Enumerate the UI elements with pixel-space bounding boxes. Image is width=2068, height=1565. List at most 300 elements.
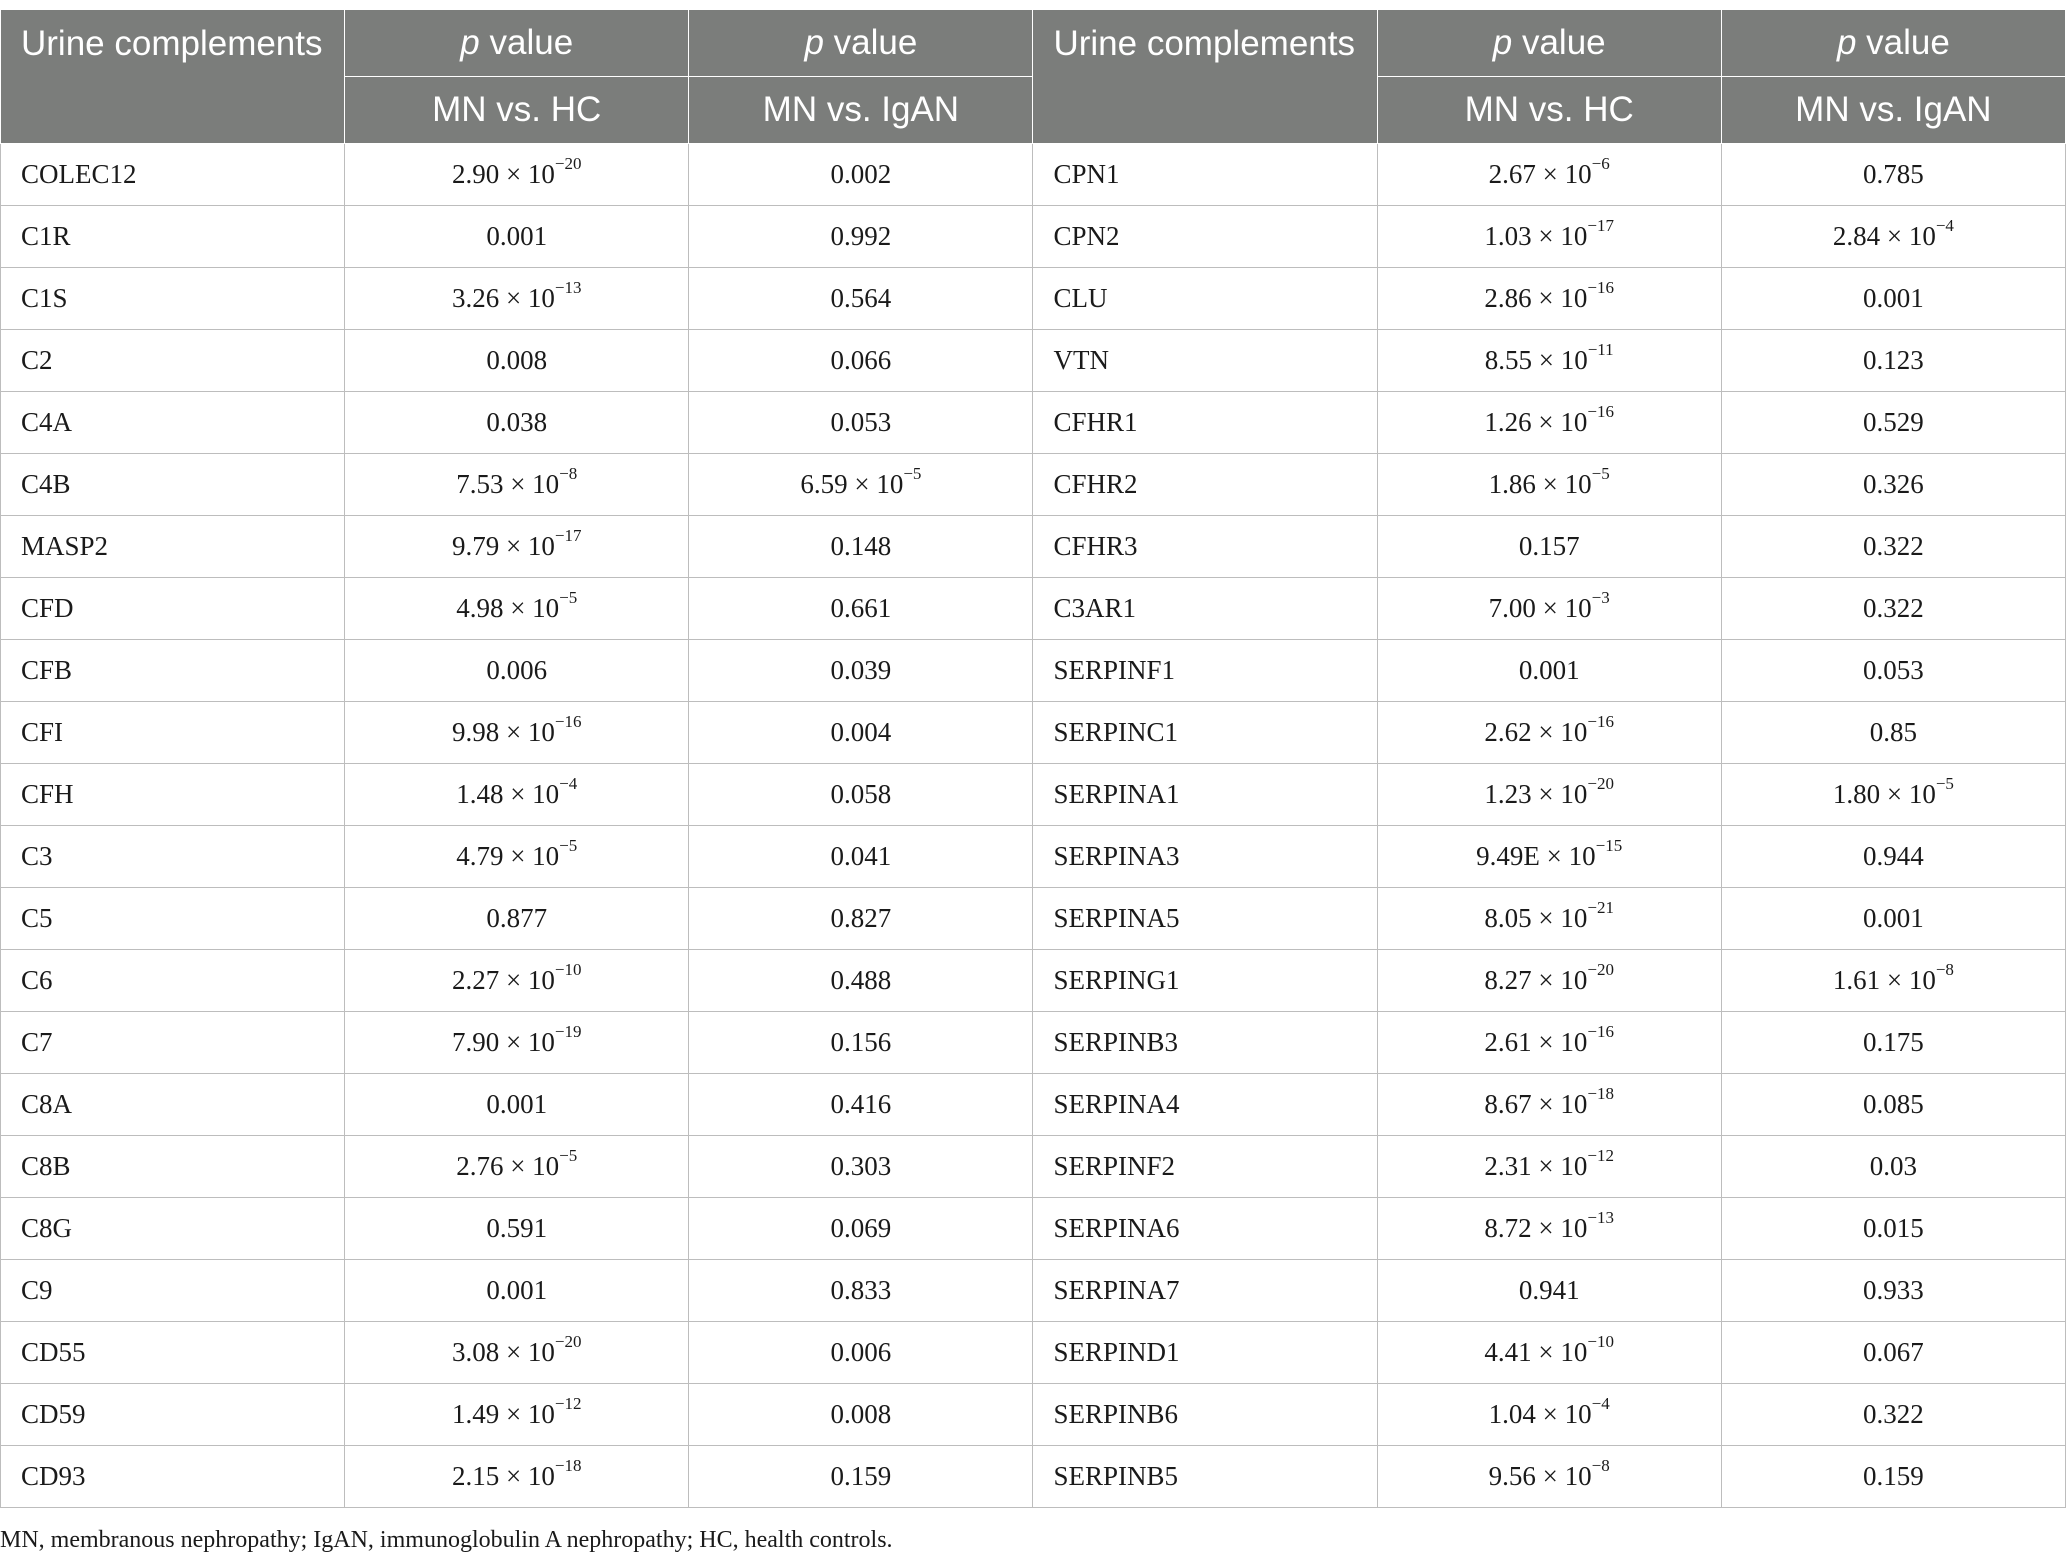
p-value-mn-vs-igan-base: 0.123: [1863, 345, 1924, 375]
p-value-mn-vs-igan-base: 0.322: [1863, 1399, 1924, 1429]
p-value-mn-vs-hc-base: 0.591: [486, 1213, 548, 1243]
p-value-mn-vs-igan: [1721, 950, 2065, 1012]
p-value-mn-vs-hc-exponent: −20: [1587, 960, 1614, 979]
complement-name: C9: [1, 1260, 345, 1322]
table-header: [1, 10, 2066, 144]
p-value-mn-vs-hc-exponent: −8: [1591, 1456, 1610, 1475]
p-value-mn-vs-hc-base: 2.62 × 10: [1484, 717, 1588, 747]
header-p-value: [1721, 10, 2065, 77]
table-row: [1, 950, 2066, 1012]
p-value-mn-vs-igan: [689, 1012, 1033, 1074]
complement-name: SERPINB6: [1033, 1384, 1377, 1446]
p-value-mn-vs-hc-base: 4.79 × 10: [456, 841, 560, 871]
header-p-value: [345, 10, 689, 77]
p-value-mn-vs-hc: [345, 950, 689, 1012]
p-value-mn-vs-igan-base: 1.80 × 10: [1832, 779, 1936, 809]
p-value-mn-vs-hc-base: 2.15 × 10: [451, 1461, 555, 1491]
p-value-mn-vs-hc-base: 2.61 × 10: [1484, 1027, 1588, 1057]
header-p-value: [1377, 10, 1721, 77]
p-value-mn-vs-igan-base: 0.03: [1869, 1151, 1918, 1181]
p-value-mn-vs-igan: [689, 1198, 1033, 1260]
table-row: [1, 578, 2066, 640]
complement-name: SERPINA4: [1033, 1074, 1377, 1136]
complement-name: CFB: [1, 640, 345, 702]
p-value-mn-vs-hc: [345, 1384, 689, 1446]
p-value-mn-vs-hc-exponent: −12: [1587, 1146, 1614, 1165]
p-value-mn-vs-hc-base: 1.03 × 10: [1484, 221, 1588, 251]
complement-name: SERPINB3: [1033, 1012, 1377, 1074]
header-p-italic: p: [804, 23, 824, 62]
p-value-mn-vs-hc: [345, 1446, 689, 1508]
p-value-mn-vs-hc-exponent: −5: [559, 1146, 578, 1165]
complement-name: VTN: [1033, 330, 1377, 392]
p-value-mn-vs-igan: [689, 1260, 1033, 1322]
p-value-mn-vs-hc: [345, 1260, 689, 1322]
p-value-mn-vs-hc-base: 4.98 × 10: [456, 593, 560, 623]
p-value-mn-vs-hc-base: 2.90 × 10: [451, 159, 555, 189]
table-row: [1, 1074, 2066, 1136]
p-value-mn-vs-hc-base: 8.05 × 10: [1484, 903, 1588, 933]
p-value-mn-vs-igan: [689, 454, 1033, 516]
complement-name: CLU: [1033, 268, 1377, 330]
header-mn-vs-igan: MN vs. IgAN: [689, 77, 1033, 144]
p-value-mn-vs-hc-base: 4.41 × 10: [1484, 1337, 1588, 1367]
p-value-mn-vs-igan-base: 0.175: [1863, 1027, 1924, 1057]
p-value-mn-vs-igan: [1721, 1322, 2065, 1384]
p-value-mn-vs-igan-base: 2.84 × 10: [1832, 221, 1936, 251]
p-value-mn-vs-hc-base: 9.79 × 10: [451, 531, 555, 561]
table-row: [1, 1446, 2066, 1508]
p-value-mn-vs-igan: [1721, 206, 2065, 268]
table-row: [1, 206, 2066, 268]
p-value-mn-vs-hc-exponent: −16: [554, 712, 582, 731]
p-value-mn-vs-hc: [1377, 454, 1721, 516]
complement-name: C2: [1, 330, 345, 392]
p-value-mn-vs-hc-exponent: −16: [1587, 402, 1614, 421]
p-value-mn-vs-hc: [345, 826, 689, 888]
p-value-mn-vs-igan: [1721, 1260, 2065, 1322]
complement-name: CFHR3: [1033, 516, 1377, 578]
p-value-mn-vs-hc: [345, 640, 689, 702]
p-value-mn-vs-igan: [1721, 330, 2065, 392]
complement-name: CFHR2: [1033, 454, 1377, 516]
p-value-mn-vs-igan-base: 0.053: [830, 407, 892, 437]
p-value-mn-vs-igan-base: 0.833: [830, 1275, 892, 1305]
complement-name: C7: [1, 1012, 345, 1074]
p-value-mn-vs-igan-exponent: −8: [1935, 960, 1954, 979]
p-value-mn-vs-hc-exponent: −4: [559, 774, 578, 793]
p-value-mn-vs-igan-base: 6.59 × 10: [800, 469, 904, 499]
p-value-mn-vs-hc: [345, 888, 689, 950]
p-value-mn-vs-hc: [1377, 1198, 1721, 1260]
p-value-mn-vs-hc: [1377, 1322, 1721, 1384]
p-value-mn-vs-igan: [1721, 578, 2065, 640]
p-value-mn-vs-igan: [1721, 764, 2065, 826]
complement-name: C8A: [1, 1074, 345, 1136]
complement-table: [0, 10, 2066, 1508]
p-value-mn-vs-hc: [345, 1198, 689, 1260]
p-value-mn-vs-igan-base: 0.564: [830, 283, 892, 313]
complement-name: C8G: [1, 1198, 345, 1260]
table-row: [1, 1260, 2066, 1322]
complement-name: CFH: [1, 764, 345, 826]
table-row: [1, 640, 2066, 702]
table-row: [1, 1198, 2066, 1260]
p-value-mn-vs-igan-base: 0.148: [830, 531, 892, 561]
p-value-mn-vs-igan: [689, 1136, 1033, 1198]
complement-name: CPN1: [1033, 144, 1377, 206]
p-value-mn-vs-hc: [1377, 144, 1721, 206]
complement-name: SERPINF1: [1033, 640, 1377, 702]
complement-name: C8B: [1, 1136, 345, 1198]
p-value-mn-vs-igan: [689, 950, 1033, 1012]
p-value-mn-vs-hc-exponent: −10: [554, 960, 582, 979]
p-value-mn-vs-igan-base: 0.085: [1863, 1089, 1924, 1119]
table-row: [1, 330, 2066, 392]
complement-name: SERPING1: [1033, 950, 1377, 1012]
header-mn-vs-hc: MN vs. HC: [345, 77, 689, 144]
table-row: [1, 702, 2066, 764]
table-row: [1, 516, 2066, 578]
p-value-mn-vs-hc-exponent: −20: [554, 1332, 582, 1351]
p-value-mn-vs-igan: [1721, 1198, 2065, 1260]
p-value-mn-vs-hc: [1377, 764, 1721, 826]
header-p-italic: p: [1836, 23, 1857, 62]
p-value-mn-vs-hc-exponent: −20: [554, 154, 582, 173]
p-value-mn-vs-igan: [689, 268, 1033, 330]
p-value-mn-vs-hc: [1377, 1136, 1721, 1198]
p-value-mn-vs-hc-base: 2.86 × 10: [1484, 283, 1588, 313]
p-value-mn-vs-hc: [345, 1074, 689, 1136]
complement-name: C4B: [1, 454, 345, 516]
p-value-mn-vs-hc-base: 0.006: [486, 655, 548, 685]
p-value-mn-vs-igan: [689, 888, 1033, 950]
header-mn-vs-hc: MN vs. HC: [1377, 77, 1721, 144]
p-value-mn-vs-igan: [689, 1384, 1033, 1446]
complement-name: SERPINC1: [1033, 702, 1377, 764]
p-value-mn-vs-hc-base: 0.001: [486, 221, 548, 251]
p-value-mn-vs-hc-exponent: −6: [1591, 154, 1610, 173]
p-value-mn-vs-igan: [1721, 144, 2065, 206]
p-value-mn-vs-hc: [1377, 702, 1721, 764]
p-value-mn-vs-hc: [345, 1322, 689, 1384]
p-value-mn-vs-igan: [689, 826, 1033, 888]
p-value-mn-vs-hc-exponent: −8: [559, 464, 578, 483]
p-value-mn-vs-hc-exponent: −5: [559, 836, 578, 855]
complement-name: SERPINA6: [1033, 1198, 1377, 1260]
p-value-mn-vs-igan: [689, 144, 1033, 206]
p-value-mn-vs-igan: [689, 578, 1033, 640]
header-mn-vs-igan: MN vs. IgAN: [1721, 77, 2065, 144]
p-value-mn-vs-hc: [1377, 640, 1721, 702]
p-value-mn-vs-igan: [1721, 454, 2065, 516]
p-value-mn-vs-igan: [689, 392, 1033, 454]
p-value-mn-vs-hc-exponent: −13: [1587, 1208, 1614, 1227]
p-value-mn-vs-igan-base: 0.001: [1863, 903, 1924, 933]
p-value-mn-vs-hc-base: 7.00 × 10: [1488, 593, 1592, 623]
p-value-mn-vs-hc-exponent: −16: [1587, 1022, 1614, 1041]
p-value-mn-vs-igan: [689, 764, 1033, 826]
p-value-mn-vs-hc-exponent: −5: [559, 588, 578, 607]
p-value-mn-vs-igan: [1721, 516, 2065, 578]
p-value-mn-vs-hc-exponent: −20: [1587, 774, 1614, 793]
p-value-mn-vs-hc: [1377, 206, 1721, 268]
p-value-mn-vs-igan-base: 0.041: [830, 841, 892, 871]
table-row: [1, 1384, 2066, 1446]
p-value-mn-vs-hc: [1377, 1012, 1721, 1074]
p-value-mn-vs-hc-base: 0.001: [486, 1089, 548, 1119]
header-urine-complements-left: Urine complements: [1, 10, 345, 144]
complement-name: MASP2: [1, 516, 345, 578]
p-value-mn-vs-igan: [1721, 1012, 2065, 1074]
p-value-mn-vs-igan-base: 0.058: [830, 779, 892, 809]
p-value-mn-vs-hc: [345, 1012, 689, 1074]
p-value-mn-vs-hc: [345, 578, 689, 640]
p-value-mn-vs-hc: [1377, 1074, 1721, 1136]
complement-name: CD59: [1, 1384, 345, 1446]
p-value-mn-vs-hc-base: 9.56 × 10: [1488, 1461, 1592, 1491]
complement-name: C4A: [1, 392, 345, 454]
p-value-mn-vs-igan-base: 0.322: [1863, 531, 1924, 561]
p-value-mn-vs-igan-base: 0.944: [1863, 841, 1924, 871]
p-value-mn-vs-igan-base: 0.992: [830, 221, 892, 251]
complement-name: CFI: [1, 702, 345, 764]
p-value-mn-vs-hc: [345, 1136, 689, 1198]
p-value-mn-vs-hc: [1377, 1446, 1721, 1508]
p-value-mn-vs-hc: [1377, 1384, 1721, 1446]
p-value-mn-vs-igan-base: 0.159: [1863, 1461, 1924, 1491]
p-value-mn-vs-hc-base: 2.67 × 10: [1488, 159, 1592, 189]
table-row: [1, 1322, 2066, 1384]
p-value-mn-vs-hc: [345, 392, 689, 454]
complement-name: CFD: [1, 578, 345, 640]
p-value-mn-vs-hc: [1377, 826, 1721, 888]
p-value-mn-vs-igan: [689, 330, 1033, 392]
complement-name: CFHR1: [1033, 392, 1377, 454]
complement-name: SERPINF2: [1033, 1136, 1377, 1198]
p-value-mn-vs-igan-base: 0.661: [830, 593, 892, 623]
table-footnote: MN, membranous nephropathy; IgAN, immunoglobulin A nephropathy; HC, health controls.: [0, 1527, 893, 1553]
table-row: [1, 268, 2066, 330]
complement-name: C6: [1, 950, 345, 1012]
p-value-mn-vs-hc-base: 1.23 × 10: [1484, 779, 1588, 809]
p-value-mn-vs-hc-exponent: −19: [554, 1022, 582, 1041]
p-value-mn-vs-hc-base: 1.86 × 10: [1488, 469, 1592, 499]
p-value-mn-vs-igan: [689, 640, 1033, 702]
p-value-mn-vs-hc: [1377, 578, 1721, 640]
p-value-mn-vs-hc-exponent: −21: [1587, 898, 1614, 917]
p-value-mn-vs-hc-exponent: −15: [1595, 836, 1623, 855]
p-value-mn-vs-hc-base: 2.31 × 10: [1484, 1151, 1588, 1181]
p-value-mn-vs-hc-base: 9.49E × 10: [1476, 841, 1596, 871]
complement-name: SERPINB5: [1033, 1446, 1377, 1508]
p-value-mn-vs-igan-exponent: −5: [903, 464, 922, 483]
p-value-mn-vs-hc-base: 0.941: [1518, 1275, 1580, 1305]
p-value-mn-vs-hc: [1377, 950, 1721, 1012]
p-value-mn-vs-hc: [345, 268, 689, 330]
complement-name: SERPIND1: [1033, 1322, 1377, 1384]
p-value-mn-vs-hc-exponent: −18: [554, 1456, 582, 1475]
p-value-mn-vs-igan: [1721, 1136, 2065, 1198]
p-value-mn-vs-hc-exponent: −12: [554, 1394, 582, 1413]
complement-name: SERPINA5: [1033, 888, 1377, 950]
p-value-mn-vs-igan: [689, 702, 1033, 764]
table-row: [1, 392, 2066, 454]
p-value-mn-vs-hc-base: 0.877: [486, 903, 548, 933]
p-value-mn-vs-igan: [1721, 826, 2065, 888]
p-value-mn-vs-igan-base: 0.156: [830, 1027, 892, 1057]
p-value-mn-vs-hc: [345, 764, 689, 826]
p-value-mn-vs-hc: [1377, 330, 1721, 392]
p-value-mn-vs-hc: [1377, 1260, 1721, 1322]
p-value-mn-vs-igan: [1721, 1384, 2065, 1446]
p-value-mn-vs-igan: [689, 1322, 1033, 1384]
p-value-mn-vs-hc: [1377, 888, 1721, 950]
p-value-mn-vs-hc-exponent: −16: [1587, 712, 1614, 731]
p-value-mn-vs-hc-base: 0.038: [486, 407, 548, 437]
p-value-mn-vs-igan-base: 0.85: [1869, 717, 1918, 747]
complement-name: COLEC12: [1, 144, 345, 206]
complement-name: C5: [1, 888, 345, 950]
p-value-mn-vs-igan: [1721, 268, 2065, 330]
p-value-mn-vs-igan-base: 1.61 × 10: [1832, 965, 1936, 995]
p-value-mn-vs-hc-exponent: −13: [554, 278, 582, 297]
p-value-mn-vs-hc-base: 2.27 × 10: [451, 965, 555, 995]
p-value-mn-vs-hc: [345, 330, 689, 392]
p-value-mn-vs-hc: [1377, 516, 1721, 578]
p-value-mn-vs-igan-exponent: −4: [1935, 216, 1954, 235]
table-row: [1, 454, 2066, 516]
p-value-mn-vs-hc-base: 0.001: [486, 1275, 548, 1305]
p-value-mn-vs-igan-base: 0.015: [1863, 1213, 1924, 1243]
p-value-mn-vs-hc-base: 1.04 × 10: [1488, 1399, 1592, 1429]
p-value-mn-vs-igan-base: 0.008: [830, 1399, 892, 1429]
p-value-mn-vs-igan-base: 0.039: [830, 655, 892, 685]
p-value-mn-vs-igan-base: 0.067: [1863, 1337, 1924, 1367]
complement-name: CD55: [1, 1322, 345, 1384]
p-value-mn-vs-igan-base: 0.159: [830, 1461, 892, 1491]
p-value-mn-vs-hc: [345, 516, 689, 578]
p-value-mn-vs-hc-exponent: −3: [1591, 588, 1610, 607]
p-value-mn-vs-igan-base: 0.066: [830, 345, 892, 375]
p-value-mn-vs-igan: [1721, 702, 2065, 764]
p-value-mn-vs-hc-exponent: −10: [1587, 1332, 1614, 1351]
table-row: [1, 764, 2066, 826]
p-value-mn-vs-hc-base: 8.55 × 10: [1484, 345, 1588, 375]
p-value-mn-vs-hc-base: 1.49 × 10: [451, 1399, 555, 1429]
p-value-mn-vs-igan-base: 0.004: [830, 717, 892, 747]
table-row: [1, 888, 2066, 950]
p-value-mn-vs-hc-exponent: −17: [554, 526, 582, 545]
table-row: [1, 1136, 2066, 1198]
p-value-mn-vs-igan-base: 0.303: [830, 1151, 892, 1181]
complement-name: C3AR1: [1033, 578, 1377, 640]
header-p-rest: value: [479, 23, 574, 62]
p-value-mn-vs-hc-exponent: −16: [1587, 278, 1614, 297]
p-value-mn-vs-hc-exponent: −11: [1587, 340, 1614, 359]
p-value-mn-vs-igan-base: 0.488: [830, 965, 892, 995]
p-value-mn-vs-igan: [689, 516, 1033, 578]
p-value-mn-vs-hc-exponent: −17: [1587, 216, 1614, 235]
p-value-mn-vs-hc-base: 3.08 × 10: [451, 1337, 555, 1367]
p-value-mn-vs-igan-exponent: −5: [1935, 774, 1954, 793]
p-value-mn-vs-igan-base: 0.933: [1863, 1275, 1924, 1305]
p-value-mn-vs-igan-base: 0.785: [1863, 159, 1924, 189]
p-value-mn-vs-hc-base: 0.157: [1518, 531, 1580, 561]
p-value-mn-vs-hc-base: 7.53 × 10: [456, 469, 560, 499]
complement-name: C3: [1, 826, 345, 888]
p-value-mn-vs-hc: [345, 206, 689, 268]
header-p-italic: p: [1492, 23, 1513, 62]
p-value-mn-vs-hc: [345, 144, 689, 206]
complement-name: CD93: [1, 1446, 345, 1508]
p-value-mn-vs-igan: [1721, 1446, 2065, 1508]
complement-name: C1R: [1, 206, 345, 268]
p-value-mn-vs-hc-exponent: −4: [1591, 1394, 1610, 1413]
header-p-rest: value: [1856, 23, 1950, 62]
p-value-mn-vs-igan: [1721, 392, 2065, 454]
p-value-mn-vs-igan-base: 0.326: [1863, 469, 1924, 499]
p-value-mn-vs-hc: [345, 454, 689, 516]
p-value-mn-vs-igan-base: 0.529: [1863, 407, 1924, 437]
p-value-mn-vs-igan-base: 0.322: [1863, 593, 1924, 623]
p-value-mn-vs-igan: [1721, 888, 2065, 950]
p-value-mn-vs-hc-base: 8.67 × 10: [1484, 1089, 1588, 1119]
p-value-mn-vs-igan-base: 0.416: [830, 1089, 892, 1119]
header-p-rest: value: [1512, 23, 1606, 62]
p-value-mn-vs-igan-base: 0.053: [1863, 655, 1924, 685]
p-value-mn-vs-igan: [1721, 640, 2065, 702]
p-value-mn-vs-igan: [689, 1074, 1033, 1136]
p-value-mn-vs-hc-base: 8.27 × 10: [1484, 965, 1588, 995]
p-value-mn-vs-hc-exponent: −18: [1587, 1084, 1614, 1103]
p-value-mn-vs-hc-base: 0.008: [486, 345, 548, 375]
complement-name: SERPINA3: [1033, 826, 1377, 888]
header-p-value: [689, 10, 1033, 77]
p-value-mn-vs-igan-base: 0.827: [830, 903, 892, 933]
p-value-mn-vs-hc-exponent: −5: [1591, 464, 1610, 483]
table-body: [1, 144, 2066, 1508]
header-urine-complements-right: Urine complements: [1033, 10, 1377, 144]
p-value-mn-vs-hc-base: 1.26 × 10: [1484, 407, 1588, 437]
p-value-mn-vs-igan: [689, 1446, 1033, 1508]
complement-name: CPN2: [1033, 206, 1377, 268]
p-value-mn-vs-igan-base: 0.001: [1863, 283, 1924, 313]
p-value-mn-vs-hc-base: 3.26 × 10: [451, 283, 555, 313]
p-value-mn-vs-igan-base: 0.002: [830, 159, 892, 189]
p-value-mn-vs-hc: [1377, 392, 1721, 454]
p-value-mn-vs-hc-base: 7.90 × 10: [451, 1027, 555, 1057]
p-value-mn-vs-igan: [1721, 1074, 2065, 1136]
p-value-mn-vs-hc-base: 2.76 × 10: [456, 1151, 560, 1181]
p-value-mn-vs-igan-base: 0.069: [830, 1213, 892, 1243]
p-value-mn-vs-igan-base: 0.006: [830, 1337, 892, 1367]
header-p-italic: p: [460, 23, 480, 62]
p-value-mn-vs-hc-base: 1.48 × 10: [456, 779, 560, 809]
p-value-mn-vs-hc-base: 8.72 × 10: [1484, 1213, 1588, 1243]
table-row: [1, 1012, 2066, 1074]
complement-name: C1S: [1, 268, 345, 330]
p-value-mn-vs-hc-base: 9.98 × 10: [451, 717, 555, 747]
p-value-mn-vs-hc-base: 0.001: [1518, 655, 1580, 685]
complement-name: SERPINA1: [1033, 764, 1377, 826]
p-value-mn-vs-hc: [1377, 268, 1721, 330]
p-value-mn-vs-igan: [689, 206, 1033, 268]
complement-name: SERPINA7: [1033, 1260, 1377, 1322]
p-value-mn-vs-hc: [345, 702, 689, 764]
table-row: [1, 144, 2066, 206]
header-p-rest: value: [823, 23, 918, 62]
